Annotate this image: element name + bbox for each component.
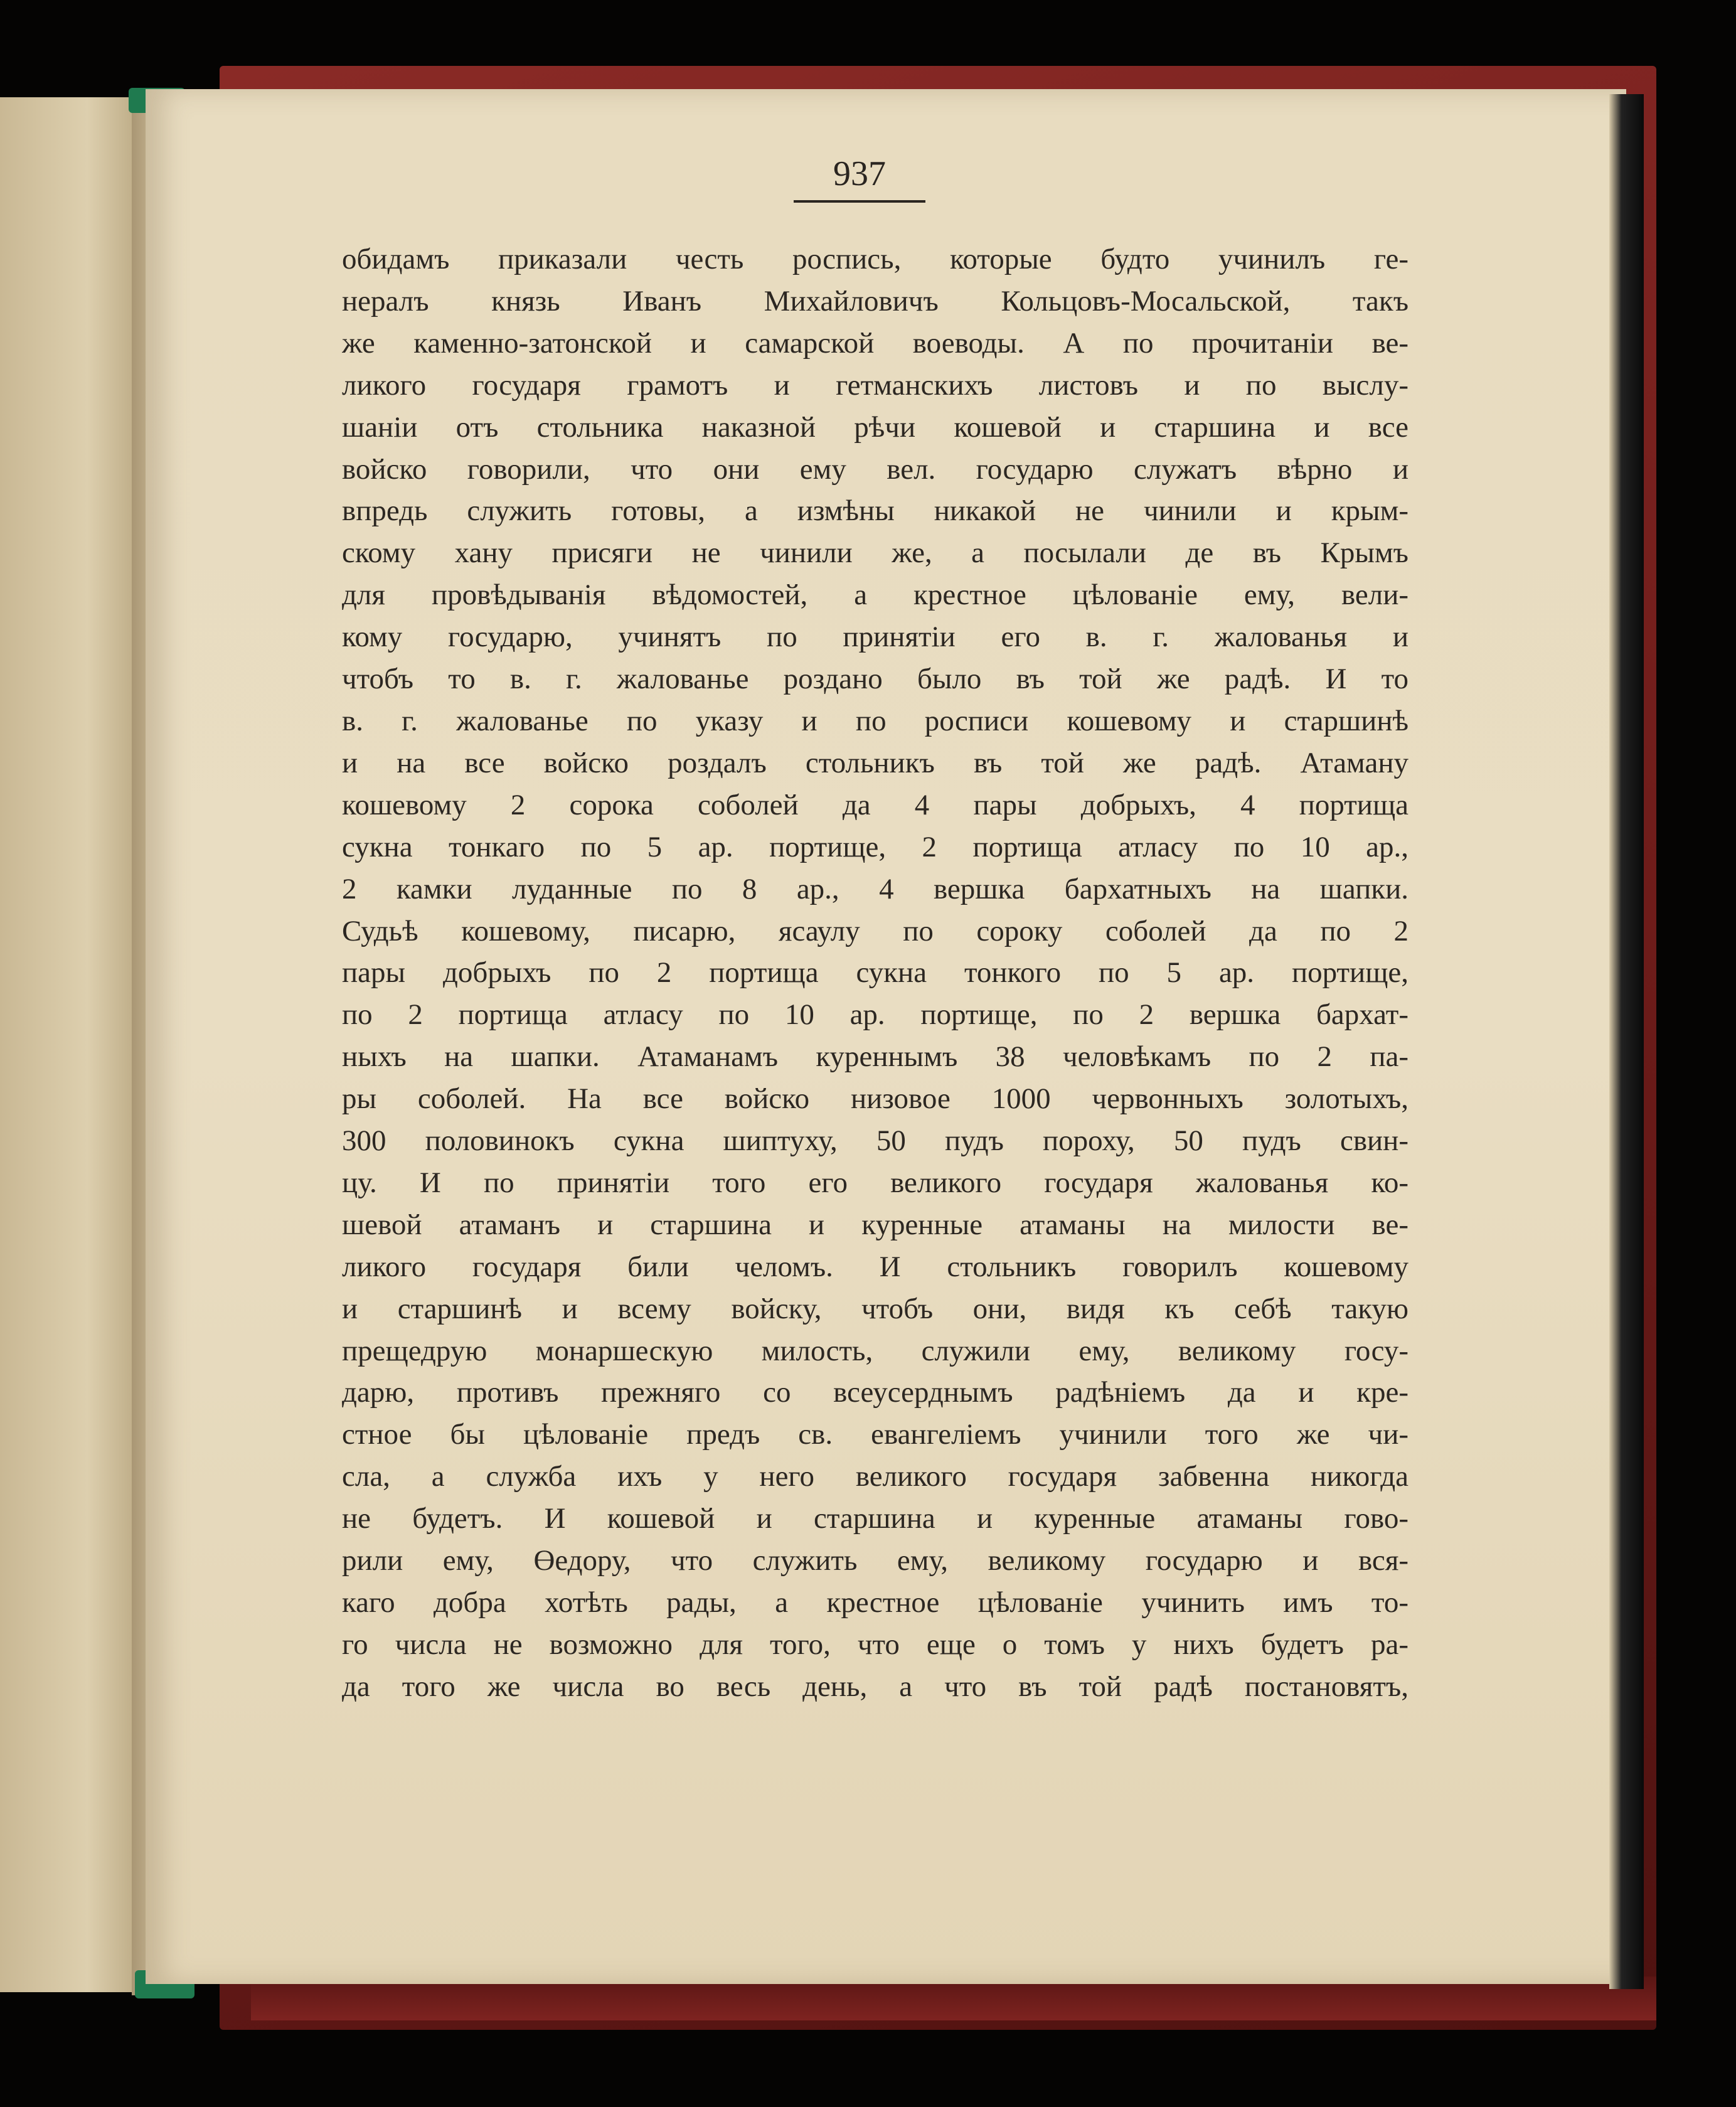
- text-line: шевой атаманъ и старшина и куренные атаманы на милости ве-: [342, 1208, 1409, 1241]
- text-line: да того же числа во весь день, а что въ той радѣ постановятъ,: [342, 1670, 1409, 1703]
- left-page-edge: [0, 97, 146, 1992]
- text-line: чтобъ то в. г. жалованье роздано было въ той же радѣ. И то: [342, 663, 1409, 696]
- text-line: впредь служить готовы, а измѣны никакой не чинили и крым-: [342, 494, 1409, 528]
- page-number: 937: [794, 154, 925, 203]
- text-line: в. г. жалованье по указу и по росписи кошевому и старшинѣ: [342, 704, 1409, 737]
- text-line: же каменно-затонской и самарской воеводы. А по прочитаніи ве-: [342, 326, 1409, 360]
- text-line: кошевому 2 сорока соболей да 4 пары добрыхъ, 4 портища: [342, 788, 1409, 821]
- text-line: обидамъ приказали честь роспись, которые будто учинилъ ге-: [342, 243, 1409, 275]
- text-line: 2 камки луданные по 8 ар., 4 вершка бархатныхъ на шапки.: [342, 872, 1409, 905]
- text-line: цу. И по принятіи того его великого государя жалованья ко-: [342, 1166, 1409, 1199]
- page-stack-edge: [1609, 94, 1644, 1989]
- text-line: прещедрую монаршескую милость, служили ему, великому госу-: [342, 1334, 1409, 1367]
- text-line: ры соболей. На все войско низовое 1000 червонныхъ золотыхъ,: [342, 1082, 1409, 1116]
- page-text: [342, 238, 1409, 1708]
- text-line: и на все войско роздалъ стольникъ въ той же радѣ. Атаману: [342, 746, 1409, 779]
- text-line: каго добра хотѣть рады, а крестное цѣлованіе учинить имъ то-: [342, 1586, 1409, 1619]
- text-line: го числа не возможно для того, что еще о томъ у нихъ будетъ ра-: [342, 1628, 1409, 1661]
- text-line: Судьѣ кошевому, писарю, ясаулу по сороку соболей да по 2: [342, 914, 1409, 947]
- text-line: сла, а служба ихъ у него великого государя забвенна никогда: [342, 1460, 1409, 1493]
- text-line: 300 половинокъ сукна шиптуху, 50 пудъ пороху, 50 пудъ свин-: [342, 1124, 1409, 1158]
- text-line: скому хану присяги не чинили же, а посылали де въ Крымъ: [342, 536, 1409, 570]
- text-line: пары добрыхъ по 2 портища сукна тонкого по 5 ар. портище,: [342, 956, 1409, 989]
- text-line: дарю, противъ прежняго со всеусерднымъ радѣніемъ да и кре-: [342, 1376, 1409, 1409]
- text-line: по 2 портища атласу по 10 ар. портище, по 2 вершка бархат-: [342, 998, 1409, 1032]
- text-line: сукна тонкаго по 5 ар. портище, 2 портища атласу по 10 ар.,: [342, 830, 1409, 863]
- text-line: кому государю, учинятъ по принятіи его в. г. жалованья и: [342, 621, 1409, 654]
- text-line: ликого государя били челомъ. И стольникъ говорилъ кошевому: [342, 1250, 1409, 1283]
- text-line: рили ему, Өедору, что служить ему, великому государю и вся-: [342, 1544, 1409, 1577]
- text-line: стное бы цѣлованіе предъ св. евангеліемъ учинили того же чи-: [342, 1418, 1409, 1451]
- text-line: для провѣдыванія вѣдомостей, а крестное цѣлованіе ему, вели-: [342, 579, 1409, 612]
- text-line: ликого государя грамотъ и гетманскихъ листовъ и по выслу-: [342, 368, 1409, 402]
- text-line: ныхъ на шапки. Атаманамъ куреннымъ 38 человѣкамъ по 2 па-: [342, 1040, 1409, 1074]
- text-line: не будетъ. И кошевой и старшина и куренные атаманы гово-: [342, 1502, 1409, 1535]
- text-line: нералъ князь Иванъ Михайловичъ Кольцовъ-Мосальской, такъ: [342, 284, 1409, 317]
- text-line: шаніи отъ стольника наказной рѣчи кошевой и старшина и все: [342, 410, 1409, 444]
- text-line: войско говорили, что они ему вел. государю служатъ вѣрно и: [342, 452, 1409, 486]
- text-line: и старшинѣ и всему войску, чтобъ они, видя къ себѣ такую: [342, 1292, 1409, 1325]
